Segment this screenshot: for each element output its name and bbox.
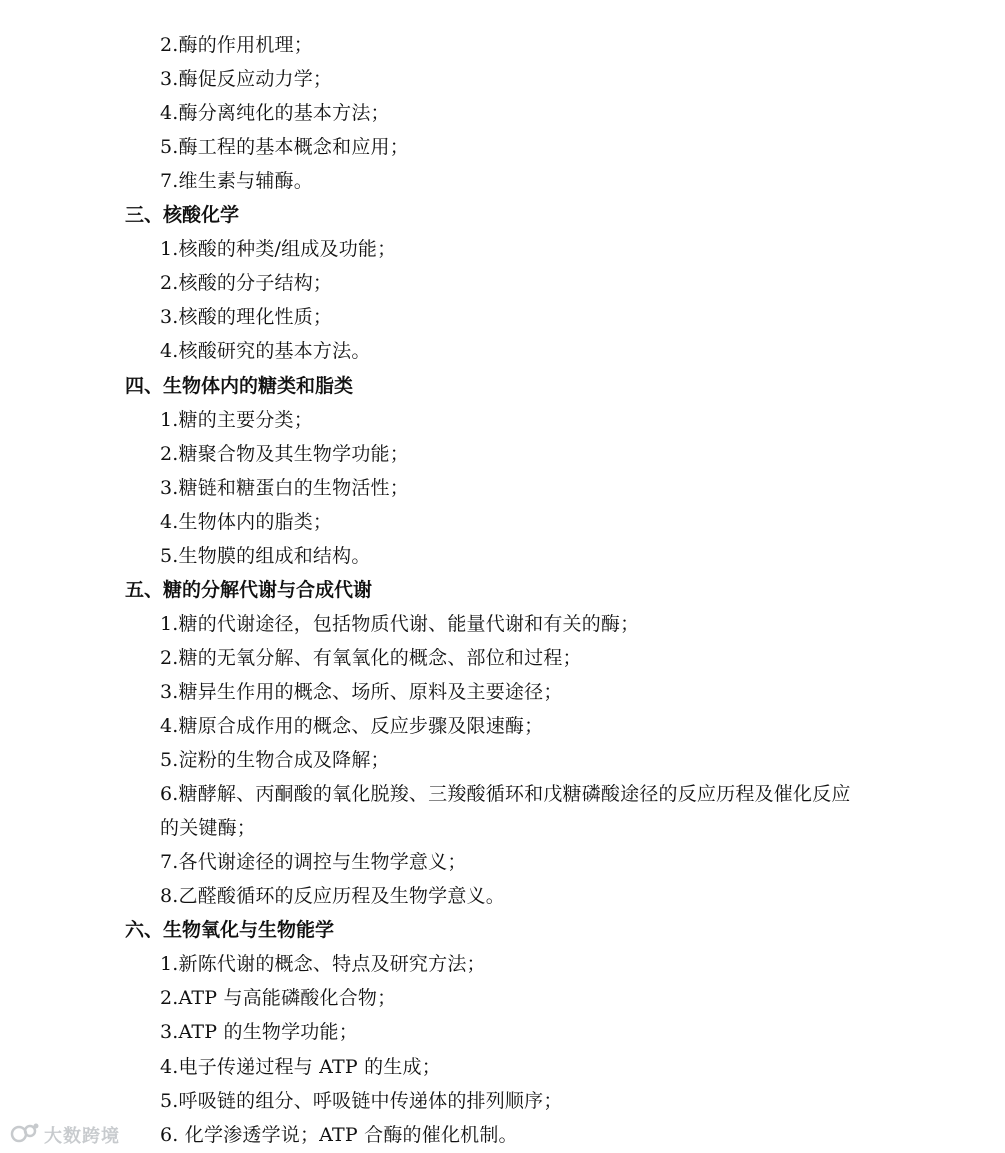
list-item: 3.核酸的理化性质； [160, 306, 333, 329]
list-item: 2.酶的作用机理； [160, 34, 313, 56]
list-item: 7.维生素与辅酶。 [160, 170, 313, 193]
list-item: 5.酶工程的基本概念和应用； [160, 136, 409, 159]
list-item: 3.ATP 的生物学功能； [160, 1021, 358, 1044]
list-item: 3.糖异生作用的概念、场所、原料及主要途径； [160, 680, 563, 703]
list-item: 1.糖的主要分类； [160, 408, 313, 431]
list-item: 2.糖的无氧分解、有氧氧化的概念、部位和过程； [160, 646, 582, 669]
section-heading: 三、核酸化学 [125, 204, 240, 227]
list-item: 2.核酸的分子结构； [160, 272, 333, 295]
section-heading: 四、生物体内的糖类和脂类 [125, 374, 354, 397]
list-item: 1.核酸的种类/组成及功能； [160, 238, 397, 261]
list-item: 4.酶分离纯化的基本方法； [160, 102, 390, 125]
list-item: 1.新陈代谢的概念、特点及研究方法； [160, 953, 486, 976]
watermark-text: 大数跨境 [44, 1126, 120, 1147]
list-item: 4.生物体内的脂类； [160, 510, 333, 533]
list-item: 的关键酶； [160, 817, 257, 840]
watermark [10, 1122, 120, 1148]
list-item: 1.糖的代谢途径，包括物质代谢、能量代谢和有关的酶； [160, 612, 640, 635]
list-item: 5.呼吸链的组分、呼吸链中传递体的排列顺序； [160, 1089, 563, 1112]
list-item: 5.淀粉的生物合成及降解； [160, 749, 390, 771]
list-item: 3.糖链和糖蛋白的生物活性； [160, 476, 409, 499]
list-item: 3.酶促反应动力学； [160, 68, 333, 90]
list-item: 2.糖聚合物及其生物学功能； [160, 442, 409, 465]
logo-icon [10, 1121, 40, 1149]
list-item: 4.糖原合成作用的概念、反应步骤及限速酶； [160, 715, 544, 737]
section-heading: 五、糖的分解代谢与合成代谢 [125, 578, 373, 601]
list-item: 2.ATP 与高能磷酸化合物； [160, 987, 397, 1010]
section-heading: 六、生物氧化与生物能学 [125, 919, 335, 942]
list-item: 7.各代谢途径的调控与生物学意义； [160, 851, 467, 874]
list-item: 6.糖酵解、丙酮酸的氧化脱羧、三羧酸循环和戊糖磷酸途径的反应历程及催化反应 [160, 783, 851, 806]
list-item: 4.核酸研究的基本方法。 [160, 340, 371, 363]
list-item: 4.电子传递过程与 ATP 的生成； [160, 1055, 441, 1078]
list-item: 6. 化学渗透学说；ATP 合酶的催化机制。 [160, 1123, 518, 1146]
list-item: 5.生物膜的组成和结构。 [160, 544, 371, 567]
list-item: 8.乙醛酸循环的反应历程及生物学意义。 [160, 885, 505, 908]
